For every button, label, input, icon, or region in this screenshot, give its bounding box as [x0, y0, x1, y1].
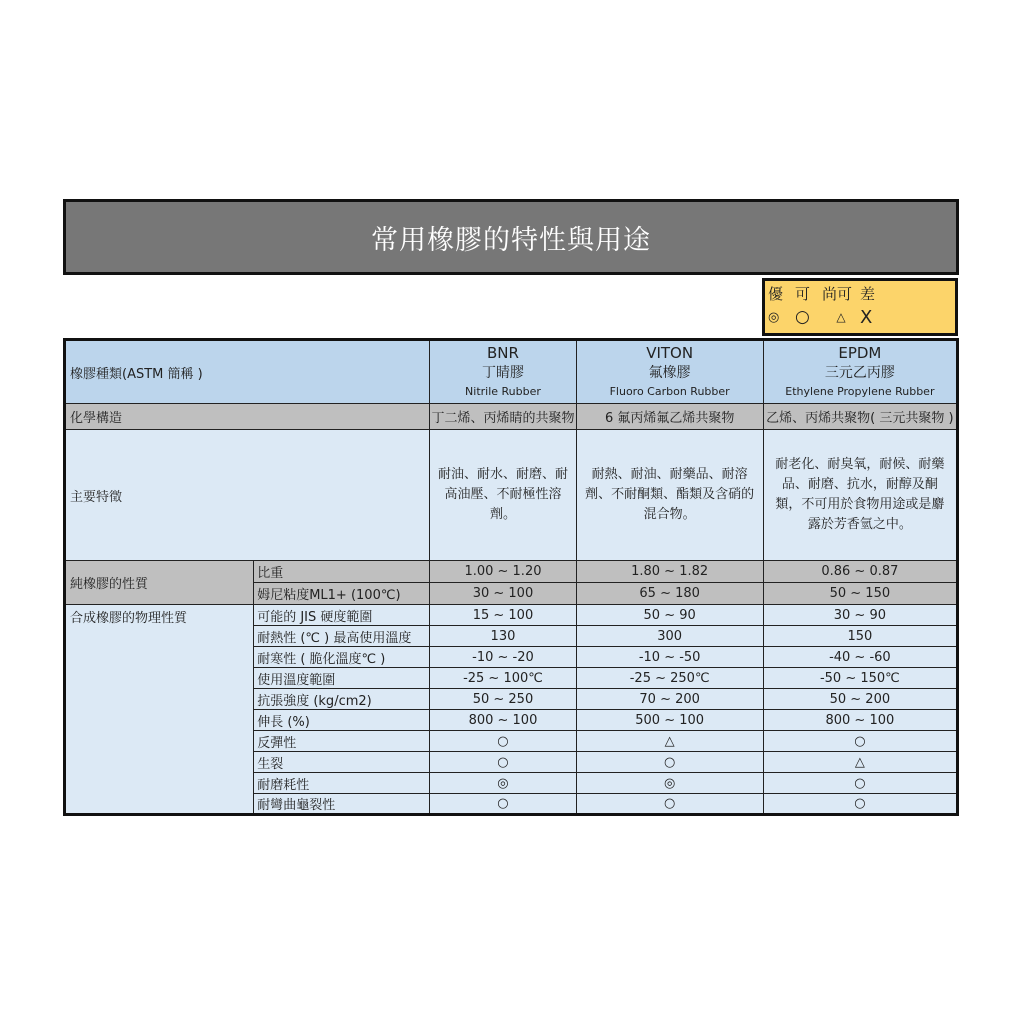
structure-label: 化學構造	[65, 404, 430, 430]
column-code: VITON	[646, 344, 694, 362]
rating-symbol: ○	[576, 794, 763, 815]
property-name: 反彈性	[254, 731, 430, 752]
legend-labels-row	[765, 281, 955, 305]
features-cell: 耐熱、耐油、耐藥品、耐溶劑、不耐酮類、酯類及含硝的混合物。	[576, 430, 763, 561]
rating-symbol: ◎	[430, 773, 576, 794]
property-value: 15 ~ 100	[430, 605, 576, 626]
features-label: 主要特徵	[65, 430, 430, 561]
property-value: 0.86 ~ 0.87	[763, 561, 957, 583]
structure-cell: 丁二烯、丙烯睛的共聚物	[430, 404, 576, 430]
legend-symbol-poor: X	[860, 306, 873, 328]
rating-symbol: ◎	[576, 773, 763, 794]
property-name: 生裂	[254, 752, 430, 773]
property-name: 耐熱性 (℃ ) 最高使用溫度	[254, 626, 430, 647]
legend-label-excellent: 優	[768, 284, 784, 303]
column-code: EPDM	[838, 344, 882, 362]
rating-symbol: ○	[763, 794, 957, 815]
property-value: 30 ~ 90	[763, 605, 957, 626]
property-name: 姆尼粘度ML1+ (100℃)	[254, 583, 430, 605]
rating-symbol: ○	[576, 752, 763, 773]
property-value: -40 ~ -60	[763, 647, 957, 668]
column-zh-name: 三元乙丙膠	[824, 365, 895, 381]
rating-symbol: △	[763, 752, 957, 773]
property-value: 50 ~ 200	[763, 689, 957, 710]
column-header-viton	[576, 340, 763, 404]
column-header-epdm	[763, 340, 957, 404]
rating-symbol: ○	[763, 731, 957, 752]
structure-cell: 6 氟丙烯氟乙烯共聚物	[576, 404, 763, 430]
legend-box	[762, 278, 958, 336]
column-zh-name: 氟橡膠	[648, 365, 691, 381]
property-value: 65 ~ 180	[576, 583, 763, 605]
rating-symbol: ○	[763, 773, 957, 794]
rubber-properties-table	[63, 338, 959, 816]
property-name: 耐磨耗性	[254, 773, 430, 794]
property-value: 70 ~ 200	[576, 689, 763, 710]
property-value: 150	[763, 626, 957, 647]
column-code: BNR	[487, 344, 519, 362]
property-value: 800 ~ 100	[763, 710, 957, 731]
pure-row	[65, 561, 958, 583]
column-zh-name: 丁睛膠	[481, 365, 524, 381]
features-cell: 耐老化、耐臭氧，耐候、耐藥品、耐磨、抗水，耐醇及酮類，不可用於食物用途或是麝露於芳香氫之中。	[763, 430, 957, 561]
legend-symbols-row	[765, 305, 955, 329]
pure-section-label: 純橡膠的性質	[65, 561, 254, 605]
property-value: -25 ~ 250℃	[576, 668, 763, 689]
property-name: 抗張強度 (kg/cm2)	[254, 689, 430, 710]
page-title: 常用橡膠的特性與用途	[371, 224, 651, 256]
property-value: 800 ~ 100	[430, 710, 576, 731]
synthetic-row	[65, 605, 958, 626]
property-value: 50 ~ 90	[576, 605, 763, 626]
column-en-name: Ethylene Propylene Rubber	[785, 385, 935, 398]
title-bar	[63, 199, 959, 275]
column-en-name: Nitrile Rubber	[465, 385, 541, 398]
synthetic-section-label: 合成橡膠的物理性質	[65, 605, 254, 815]
legend-symbol-excellent: ◎	[768, 309, 780, 325]
rating-symbol: ○	[430, 731, 576, 752]
property-value: -10 ~ -20	[430, 647, 576, 668]
property-value: -25 ~ 100℃	[430, 668, 576, 689]
property-name: 使用溫度範圍	[254, 668, 430, 689]
table-header-row	[65, 340, 958, 404]
property-name: 伸長 (%)	[254, 710, 430, 731]
property-value: 300	[576, 626, 763, 647]
property-value: 130	[430, 626, 576, 647]
property-value: 30 ~ 100	[430, 583, 576, 605]
property-name: 耐寒性 ( 脆化溫度℃ )	[254, 647, 430, 668]
property-value: 1.80 ~ 1.82	[576, 561, 763, 583]
property-name: 可能的 JIS 硬度範圍	[254, 605, 430, 626]
property-value: 500 ~ 100	[576, 710, 763, 731]
rating-symbol: △	[576, 731, 763, 752]
legend-label-fair: 尚可	[822, 284, 853, 303]
column-header-bnr	[430, 340, 576, 404]
features-cell: 耐油、耐水、耐磨、耐高油壓、不耐極性溶劑。	[430, 430, 576, 561]
legend-symbol-good: ○	[795, 307, 810, 327]
rating-symbol: ○	[430, 794, 576, 815]
structure-row	[65, 404, 958, 430]
legend-label-poor: 差	[860, 284, 876, 303]
property-value: 50 ~ 150	[763, 583, 957, 605]
column-en-name: Fluoro Carbon Rubber	[609, 385, 730, 398]
property-value: 50 ~ 250	[430, 689, 576, 710]
property-value: -50 ~ 150℃	[763, 668, 957, 689]
header-label: 橡膠種類(ASTM 簡稱 )	[65, 340, 430, 404]
property-name: 比重	[254, 561, 430, 583]
features-row	[65, 430, 958, 561]
property-value: 1.00 ~ 1.20	[430, 561, 576, 583]
property-name: 耐彎曲龜裂性	[254, 794, 430, 815]
structure-cell: 乙烯、丙烯共聚物( 三元共聚物 )	[763, 404, 957, 430]
property-value: -10 ~ -50	[576, 647, 763, 668]
legend-label-good: 可	[795, 284, 811, 303]
rating-symbol: ○	[430, 752, 576, 773]
legend-symbol-fair: △	[836, 310, 846, 324]
